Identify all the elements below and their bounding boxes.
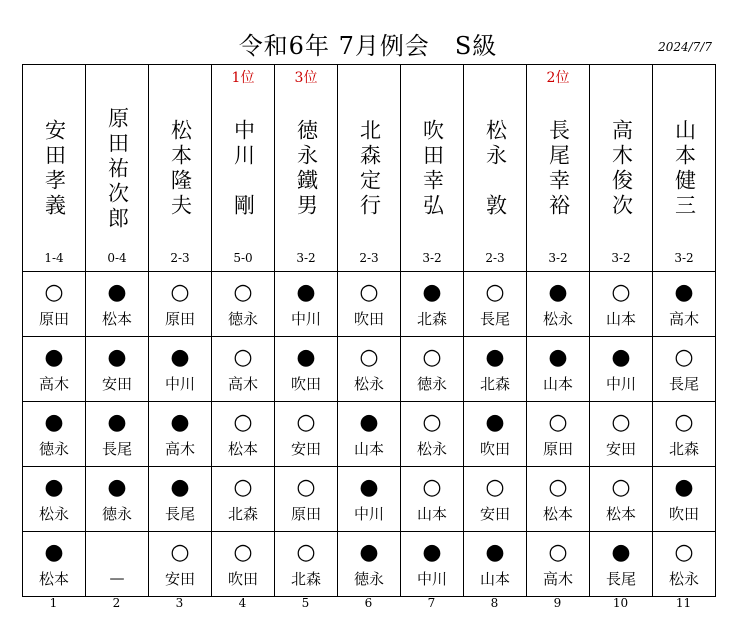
opponent-name: 松永 (38, 504, 69, 523)
game-cell (527, 532, 590, 597)
result-mark: ○ (44, 279, 64, 305)
result-mark: ○ (233, 474, 253, 500)
player-name: 北森定行 (357, 119, 382, 219)
game-row (23, 272, 716, 337)
player-score: 5-0 (233, 251, 253, 265)
result-mark: ● (170, 474, 190, 500)
opponent-name: 中川 (164, 374, 195, 393)
result-mark: ○ (548, 474, 568, 500)
game-cell (338, 532, 401, 597)
player-name: 松本隆夫 (168, 119, 193, 219)
column-number: 10 (612, 596, 629, 610)
game-cell (86, 402, 149, 467)
game-cell (23, 402, 86, 467)
opponent-name: 長尾 (479, 309, 510, 328)
opponent-name: 松永 (542, 309, 573, 328)
result-mark: ○ (674, 539, 694, 565)
result-mark: ● (674, 474, 694, 500)
rank-label (86, 67, 148, 89)
opponent-name: 長尾 (164, 504, 195, 523)
result-mark: ○ (548, 539, 568, 565)
game-cell (23, 532, 86, 597)
column-number: 2 (112, 596, 121, 610)
result-mark: ○ (485, 474, 505, 500)
player-name: 安田孝義 (42, 119, 67, 219)
result-mark: ● (170, 344, 190, 370)
game-cell (401, 402, 464, 467)
result-mark: ○ (233, 409, 253, 435)
opponent-name: 徳永 (416, 374, 447, 393)
opponent-name: 松本 (101, 309, 132, 328)
game-cell (590, 337, 653, 402)
result-mark: ○ (422, 474, 442, 500)
result-mark: ● (611, 539, 631, 565)
game-cell (23, 337, 86, 402)
game-cell (338, 402, 401, 467)
opponent-name: 山本 (416, 504, 447, 523)
player-score: 3-2 (674, 251, 694, 265)
opponent-name: 中川 (605, 374, 636, 393)
result-mark: ● (170, 409, 190, 435)
game-cell (23, 272, 86, 337)
result-mark: ○ (170, 539, 190, 565)
game-cell (275, 272, 338, 337)
result-mark: ● (107, 474, 127, 500)
game-cell (590, 402, 653, 467)
result-mark: ○ (296, 474, 316, 500)
opponent-name: 松永 (668, 569, 699, 588)
opponent-name: 長尾 (101, 439, 132, 458)
game-cell (212, 272, 275, 337)
opponent-name: 原田 (542, 439, 573, 458)
result-mark: ○ (485, 279, 505, 305)
game-cell (653, 467, 716, 532)
result-mark: ● (44, 344, 64, 370)
result-mark: ● (485, 409, 505, 435)
game-cell (401, 467, 464, 532)
result-mark: ○ (233, 344, 253, 370)
player-header (212, 65, 275, 272)
game-cell (338, 337, 401, 402)
game-cell (653, 272, 716, 337)
rank-label (401, 67, 463, 89)
game-cell (401, 532, 464, 597)
game-cell (149, 272, 212, 337)
rank-label (653, 67, 715, 89)
opponent-name: 松本 (38, 569, 69, 588)
rank-label (590, 67, 652, 89)
player-name: 中川 剛 (231, 119, 256, 219)
game-row (23, 467, 716, 532)
result-mark: ● (44, 409, 64, 435)
game-cell (464, 532, 527, 597)
player-score: 3-2 (422, 251, 442, 265)
player-name: 原田祐次郎 (105, 106, 130, 232)
player-score: 1-4 (44, 251, 64, 265)
player-header (401, 65, 464, 272)
game-cell (212, 532, 275, 597)
game-cell (212, 467, 275, 532)
game-row (23, 402, 716, 467)
opponent-name: 原田 (290, 504, 321, 523)
opponent-name: 高木 (164, 439, 195, 458)
result-mark: ○ (611, 474, 631, 500)
game-cell (401, 272, 464, 337)
player-header (86, 65, 149, 272)
game-cell (338, 272, 401, 337)
opponent-name: 吹田 (668, 504, 699, 523)
header-row (23, 65, 716, 272)
result-mark: ○ (674, 344, 694, 370)
opponent-name: 松本 (542, 504, 573, 523)
opponent-name: 山本 (353, 439, 384, 458)
column-number: 1 (49, 596, 58, 610)
game-row (23, 532, 716, 597)
opponent-name: 山本 (605, 309, 636, 328)
player-header (23, 65, 86, 272)
opponent-name: 高木 (542, 569, 573, 588)
result-mark: ○ (422, 409, 442, 435)
player-header (149, 65, 212, 272)
opponent-name: 吹田 (290, 374, 321, 393)
game-cell (275, 532, 338, 597)
game-cell (590, 467, 653, 532)
game-cell (275, 402, 338, 467)
rank-label: 2位 (546, 70, 570, 86)
player-name: 山本健三 (672, 119, 697, 219)
rank-label (149, 67, 211, 89)
result-mark: ● (611, 344, 631, 370)
player-score: 3-2 (548, 251, 568, 265)
player-name: 高木俊次 (609, 119, 634, 219)
opponent-name: 安田 (605, 439, 636, 458)
result-mark: ● (107, 344, 127, 370)
result-mark: ● (674, 279, 694, 305)
game-row (23, 337, 716, 402)
opponent-name: 北森 (416, 309, 447, 328)
game-cell (527, 467, 590, 532)
player-name: 吹田幸弘 (420, 119, 445, 219)
game-cell (527, 337, 590, 402)
rank-label (23, 67, 85, 89)
player-score: 3-2 (611, 251, 631, 265)
rank-label (464, 67, 526, 89)
result-mark: ○ (170, 279, 190, 305)
column-number: 5 (301, 596, 310, 610)
opponent-name: 安田 (101, 374, 132, 393)
opponent-name: 原田 (38, 309, 69, 328)
game-cell (149, 402, 212, 467)
opponent-name: 中川 (416, 569, 447, 588)
player-header (527, 65, 590, 272)
rank-label (338, 67, 400, 89)
game-cell (86, 337, 149, 402)
opponent-name: 北森 (290, 569, 321, 588)
player-header (590, 65, 653, 272)
result-mark: ● (548, 279, 568, 305)
column-number: 7 (427, 596, 436, 610)
game-cell (86, 532, 149, 597)
player-header (275, 65, 338, 272)
player-name: 徳永鐵男 (294, 119, 319, 219)
opponent-name: 松本 (227, 439, 258, 458)
game-cell (275, 467, 338, 532)
game-cell (464, 467, 527, 532)
opponent-name: 高木 (38, 374, 69, 393)
result-mark: ● (485, 539, 505, 565)
result-mark: ● (296, 279, 316, 305)
result-mark: ● (44, 474, 64, 500)
opponent-name: 長尾 (668, 374, 699, 393)
result-mark: ● (485, 344, 505, 370)
opponent-name: 吹田 (353, 309, 384, 328)
game-cell (527, 272, 590, 337)
game-cell (86, 467, 149, 532)
result-mark: ○ (359, 344, 379, 370)
column-number: 9 (553, 596, 562, 610)
player-score: 2-3 (485, 251, 505, 265)
game-cell (590, 532, 653, 597)
rank-label: 3位 (294, 70, 318, 86)
column-number: 8 (490, 596, 499, 610)
opponent-name: 吹田 (227, 569, 258, 588)
game-cell (464, 272, 527, 337)
result-mark: ● (422, 539, 442, 565)
player-name: 松永 敦 (483, 119, 508, 219)
player-score: 3-2 (296, 251, 316, 265)
page-title: 令和6年 7月例会 S級 (238, 32, 498, 60)
game-cell (212, 337, 275, 402)
game-cell (527, 402, 590, 467)
opponent-name: 徳永 (101, 504, 132, 523)
column-numbers (22, 596, 715, 610)
opponent-name: 安田 (290, 439, 321, 458)
opponent-name: 徳永 (38, 439, 69, 458)
game-cell (464, 402, 527, 467)
opponent-name: 松本 (605, 504, 636, 523)
player-score: 0-4 (107, 251, 127, 265)
result-mark: ○ (611, 279, 631, 305)
result-mark: ● (296, 344, 316, 370)
column-number: 6 (364, 596, 373, 610)
game-cell (590, 272, 653, 337)
player-score: 2-3 (359, 251, 379, 265)
result-mark: ○ (296, 409, 316, 435)
rank-label: 1位 (231, 70, 255, 86)
opponent-name: 北森 (479, 374, 510, 393)
result-mark: ● (548, 344, 568, 370)
opponent-name: 原田 (164, 309, 195, 328)
opponent-name: 長尾 (605, 569, 636, 588)
player-name: 長尾幸裕 (546, 119, 571, 219)
game-cell (275, 337, 338, 402)
game-cell (23, 467, 86, 532)
opponent-name: 吹田 (479, 439, 510, 458)
result-mark: ○ (422, 344, 442, 370)
game-cell (212, 402, 275, 467)
event-date: 2024/7/7 (658, 40, 712, 54)
result-mark: ○ (359, 279, 379, 305)
game-cell (464, 337, 527, 402)
game-cell (149, 337, 212, 402)
result-mark: ○ (233, 279, 253, 305)
game-cell (653, 402, 716, 467)
column-number: 3 (175, 596, 184, 610)
game-cell (86, 272, 149, 337)
opponent-name: 松永 (416, 439, 447, 458)
result-mark: ● (359, 409, 379, 435)
opponent-name: 松永 (353, 374, 384, 393)
result-mark: ○ (296, 539, 316, 565)
opponent-name: 安田 (164, 569, 195, 588)
result-mark: ● (107, 409, 127, 435)
column-number: 11 (675, 596, 692, 610)
game-cell (338, 467, 401, 532)
game-cell (653, 532, 716, 597)
opponent-name: 安田 (479, 504, 510, 523)
game-cell (653, 337, 716, 402)
result-mark (86, 541, 148, 567)
player-header (653, 65, 716, 272)
opponent-name: 高木 (227, 374, 258, 393)
result-mark: ○ (548, 409, 568, 435)
opponent-name: 北森 (227, 504, 258, 523)
opponent-name: 山本 (479, 569, 510, 588)
game-cell (149, 467, 212, 532)
game-cell (401, 337, 464, 402)
column-number: 4 (238, 596, 247, 610)
opponent-name: 山本 (542, 374, 573, 393)
player-score: 2-3 (170, 251, 190, 265)
opponent-name: 徳永 (353, 569, 384, 588)
result-mark: ○ (233, 539, 253, 565)
result-mark: ● (359, 539, 379, 565)
opponent-name: 徳永 (227, 309, 258, 328)
game-cell (149, 532, 212, 597)
result-mark: ○ (611, 409, 631, 435)
result-mark: ● (422, 279, 442, 305)
result-mark: ● (359, 474, 379, 500)
player-header (338, 65, 401, 272)
results-table (22, 64, 716, 597)
result-mark: ● (44, 539, 64, 565)
result-mark: ● (107, 279, 127, 305)
result-mark: ○ (674, 409, 694, 435)
opponent-name: 中川 (290, 309, 321, 328)
opponent-name: — (109, 569, 125, 587)
opponent-name: 高木 (668, 309, 699, 328)
opponent-name: 北森 (668, 439, 699, 458)
opponent-name: 中川 (353, 504, 384, 523)
player-header (464, 65, 527, 272)
